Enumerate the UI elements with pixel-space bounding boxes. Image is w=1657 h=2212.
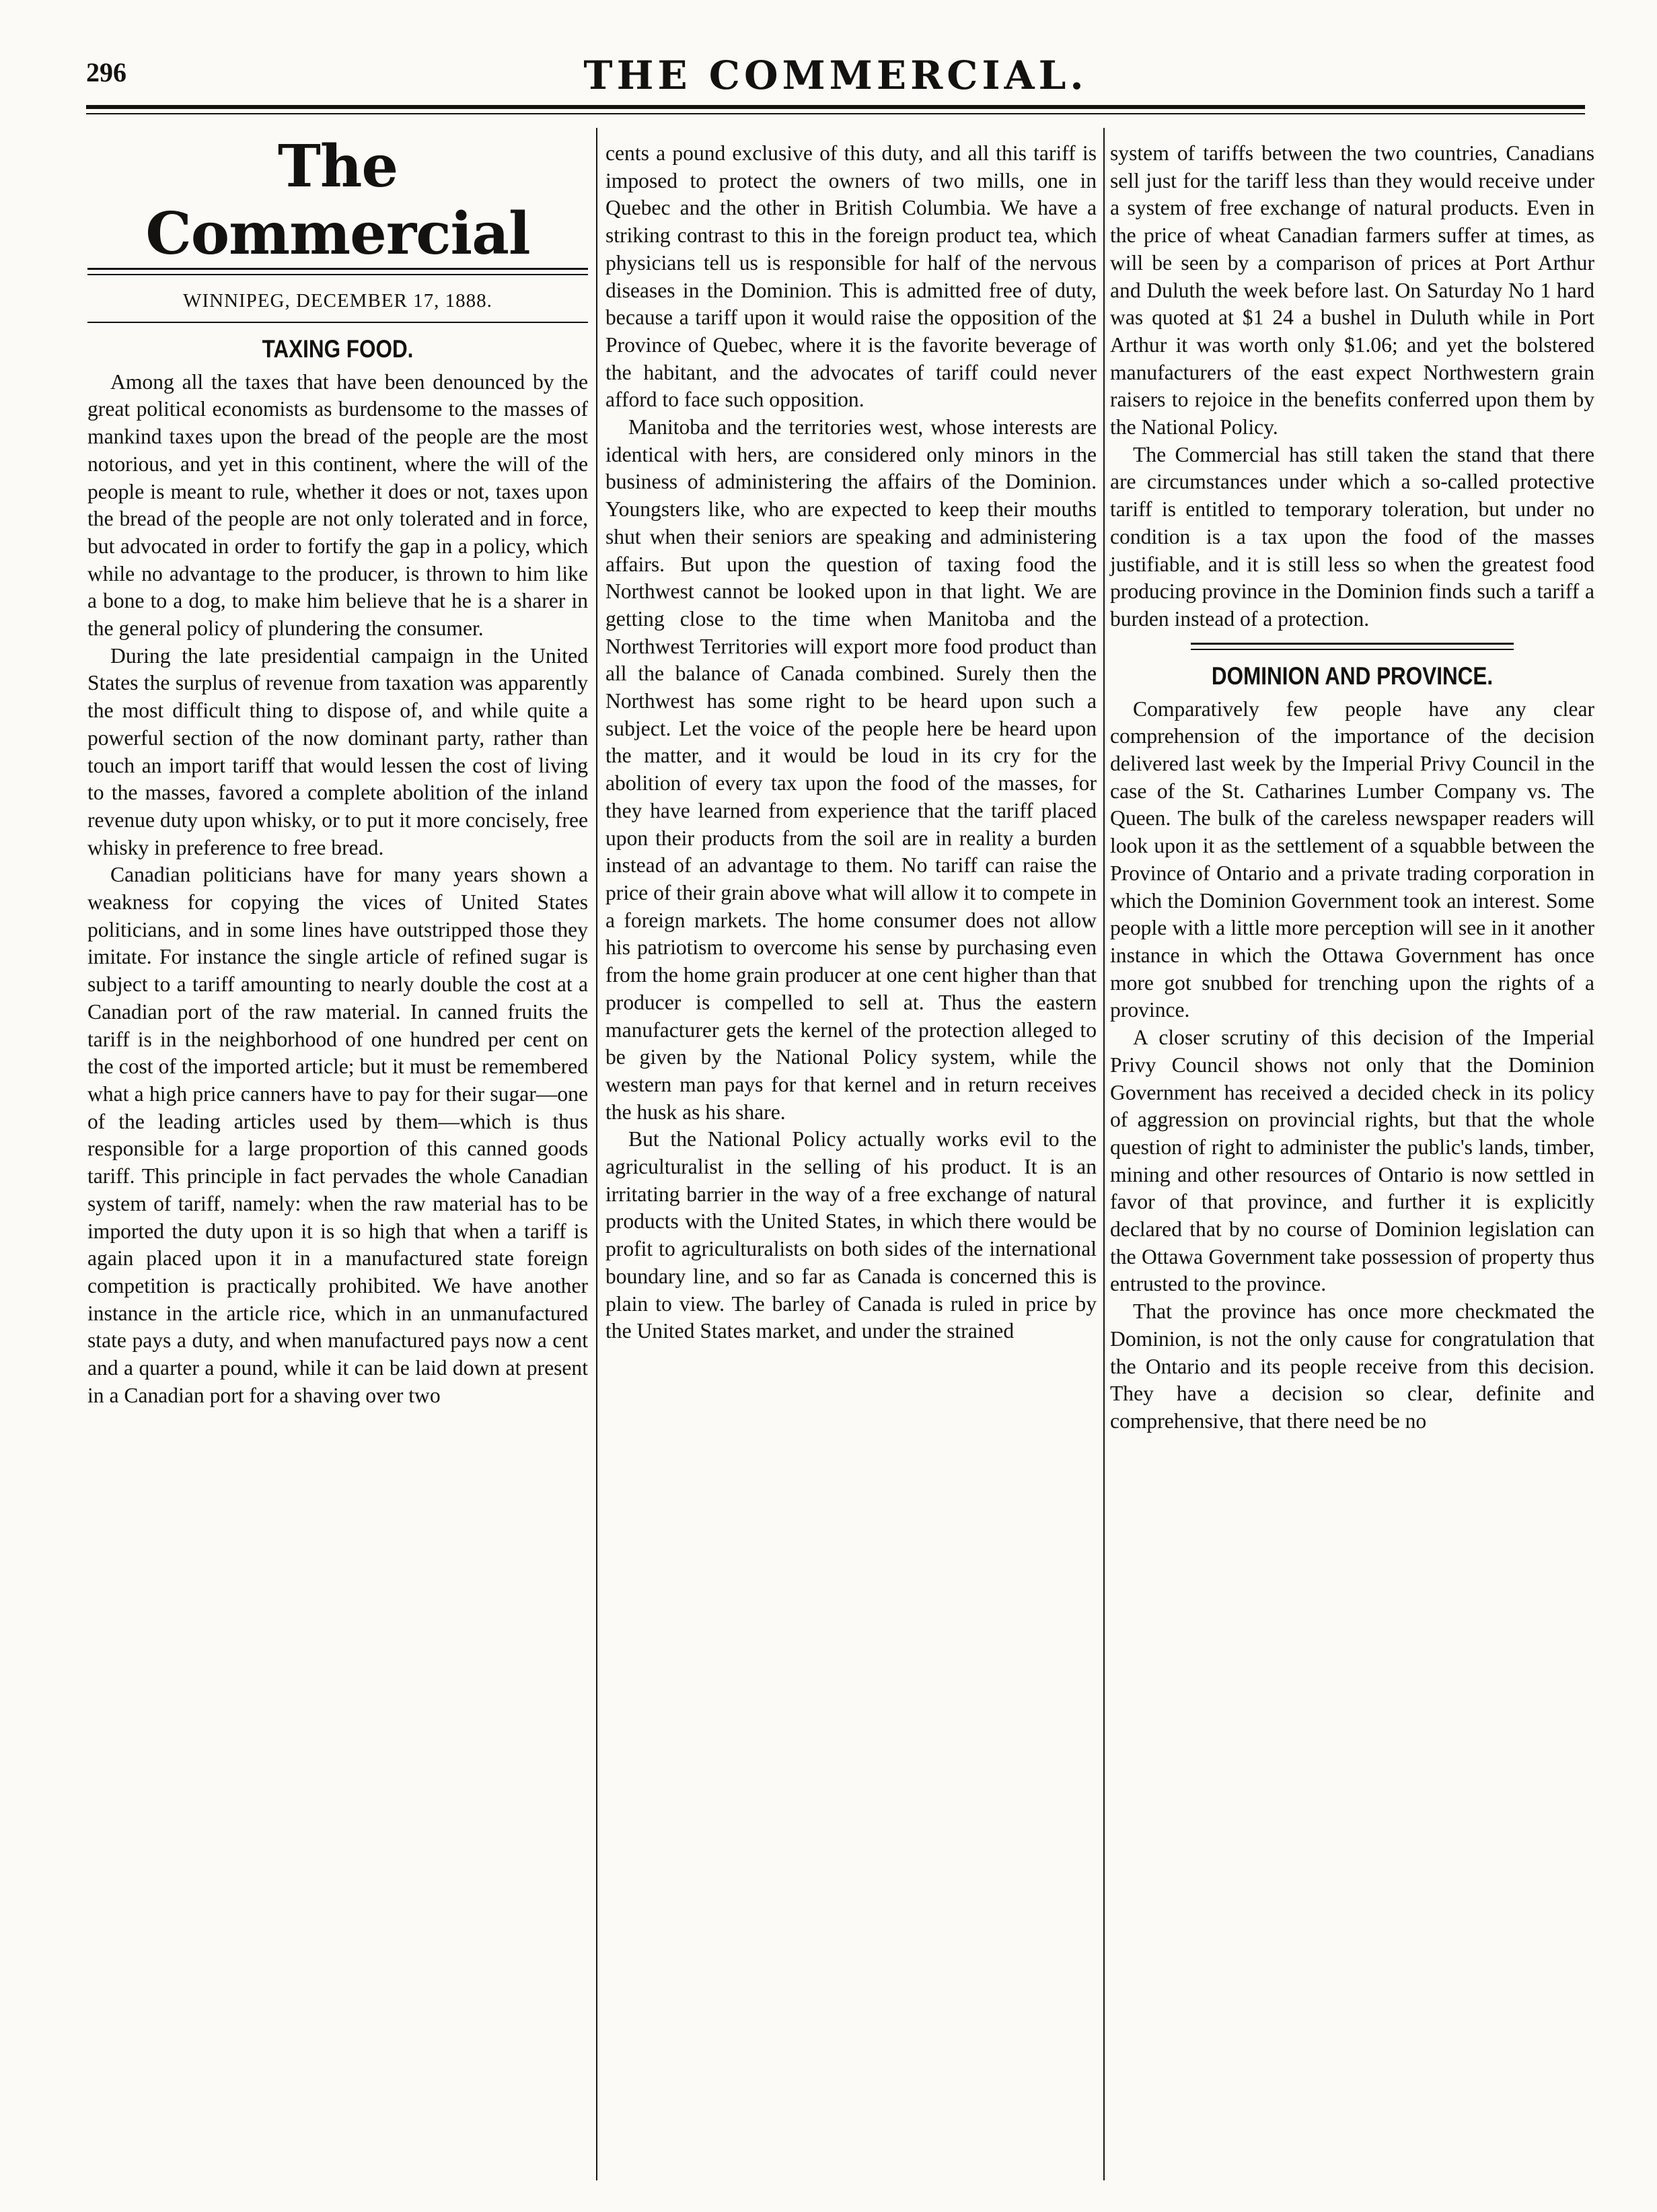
paragraph: That the province has once more checkmated the Dominion, is not the only cause for congratulation that the Ontario and its people receive from this decision. They have a decision so clear, definite and comprehensive, that there need be no <box>1110 1299 1594 1433</box>
article-heading-taxing-food: TAXING FOOD. <box>262 334 414 363</box>
dateline: WINNIPEG, DECEMBER 17, 1888. <box>183 290 492 312</box>
column-3 <box>1110 140 1594 1435</box>
article-heading-dominion-and-province: DOMINION AND PROVINCE. <box>1211 662 1494 690</box>
header-rule-top <box>86 105 1585 109</box>
paragraph: cents a pound exclusive of this duty, and all this tariff is imposed to protect the owners of two mills, one in Quebec and the other in British Columbia. We have a striking contrast to this in the foreign product tea, which physicians tell us is responsible for half of the nervous diseases in the Dominion. This is admitted free of duty, because a tariff upon it would raise the opposition of the Province of Quebec, where it is the favorite beverage of the habitant, and the advocates of tariff could never afford to face such opposition. <box>605 141 1097 412</box>
paper-title: The Commercial <box>145 133 530 268</box>
title-rule <box>87 268 588 275</box>
paragraph: During the late presidential campaign in the United States the surplus of revenue from taxation was apparently the most difficult thing to dispose of, and while quite a powerful section of the now dominant party, rather than touch an import tariff that would lessen the cost of living to the masses, favored a complete abolition of the inland revenue duty upon whisky, or to put it more concisely, free whisky in preference to free bread. <box>87 643 588 859</box>
paragraph: The Commercial has still taken the stand that there are circumstances under which a so-called protective tariff is entitled to temporary toleration, but under no condition is a tax upon the food of the masses justifiable, and it is still less so when the greatest food producing province in the Dominion finds such a tariff a burden instead of a protection. <box>1110 442 1594 631</box>
masthead: THE COMMERCIAL. <box>583 52 1088 98</box>
dateline-rule <box>87 322 588 323</box>
paragraph: A closer scrutiny of this decision of the Imperial Privy Council shows not only that the Dominion Government has received a decided check in its policy of aggression on provincial rights, but that the whole question of right to administer the public's lands, timber, mining and other resources of Ontario is now settled in favor of that province, and further it is explicitly declared that by no course of Dominion legislation can the Ottawa Government take possession of property thus entrusted to the province. <box>1110 1026 1594 1296</box>
paragraph: Manitoba and the territories west, whose interests are identical with hers, are considered only minors in the business of administering the affairs of the Dominion. Youngsters like, who are expected to keep their mouths shut when their seniors are speaking and administering affairs. But upon the question of taxing food the Northwest cannot be looked upon in that light. We are getting close to the time when Manitoba and the Northwest Territories will export more food product than all the balance of Canada combined. Surely then the Northwest has some right to be heard upon such a subject. Let the voice of the people here be heard upon the matter, and it would be loud in its cry for the abolition of every tax upon the food of the masses, for they have learned from experience that the tariff placed upon their products from the soil are in reality a burden instead of an advantage to them. No tariff can raise the price of their grain above what will allow it to compete in a foreign markets. The home consumer does not allow his patriotism to overcome his sense by purchasing even from the home grain producer at one cent higher than that producer is compelled to sell at. Thus the eastern manufacturer gets the kernel of the protection alleged to be given by the National Policy system, while the western man pays for that kernel and in return receives the husk as his share. <box>605 415 1097 1124</box>
paragraph: Among all the taxes that have been denounced by the great political economists as burdensome to the masses of mankind taxes upon the bread of the people are the most notorious, and yet in this continent, where the will of the people is meant to rule, whether it does or not, taxes upon the bread of the people are not only tolerated and in force, but advocated in order to fortify the gap in a policy, which while no advantage to the producer, is thrown to him like a bone to a dog, to make him believe that he is a sharer in the general policy of plundering the consumer. <box>87 369 588 641</box>
paragraph: But the National Policy actually works evil to the agriculturalist in the selling of his product. It is an irritating barrier in the way of a free exchange of natural products with the United States, in which there would be profit to agriculturalists on both sides of the international boundary line, and so far as Canada is concerned this is plain to view. The barley of Canada is ruled in price by the United States market, and under the strained <box>605 1127 1097 1343</box>
column-2 <box>605 140 1097 1345</box>
paragraph: Canadian politicians have for many years shown a weakness for copying the vices of United States politicians, and in some lines have outstripped those they imitate. For instance the single article of refined sugar is subject to a tariff amounting to nearly double the cost at a Canadian port of the raw material. In canned fruits the tariff is in the neighborhood of one hundred per cent on the cost of the imported article; but it must be remembered what a high price canners have to pay for their sugar—one of the leading articles used by them—which is thus responsible for a large proportion of this canned goods tariff. This principle in fact pervades the whole Canadian system of tariff, namely: when the raw material has to be imported the duty upon it is so high that when a tariff is again placed upon it in a manufactured state foreign competition is practically prohibited. We have another instance in the article rice, which in an unmanufactured state pays a duty, and when manufactured pays now a cent and a quarter a pound, while it can be laid down at present in a Canadian port for a shaving over two <box>87 863 588 1407</box>
page-number: 296 <box>86 57 126 87</box>
paragraph: Comparatively few people have any clear comprehension of the importance of the decision delivered last week by the Imperial Privy Council in the case of the St. Catharines Lumber Company vs. The Queen. The bulk of the careless newspaper readers will look upon it as the settlement of a squabble between the Province of Ontario and a private trading corporation in which the Dominion Government took an interest. Some people with a little more perception will see in it another instance in which the Ottawa Government has once more got snubbed for trenching upon the rights of a province. <box>1110 697 1594 1022</box>
paragraph: system of tariffs between the two countries, Canadians sell just for the tariff less than they would receive under a system of free exchange of natural products. Even in the price of wheat Canadian farmers suffer at times, as will be seen by a comparison of prices at Port Arthur and Duluth the week before last. On Saturday No 1 hard was quoted at $1 24 a bushel in Duluth while in Port Arthur it was worth only $1.06; and yet the bolstered manufacturers of the east expect Northwestern grain raisers to rejoice in the benefits conferred upon them by the National Policy. <box>1110 141 1594 439</box>
article-separator <box>1191 643 1514 650</box>
column-divider-2 <box>1103 128 1105 2180</box>
page-header <box>86 52 1585 98</box>
header-rule-bottom <box>86 113 1585 114</box>
column-divider-1 <box>596 128 597 2180</box>
column-1 <box>87 128 588 1409</box>
